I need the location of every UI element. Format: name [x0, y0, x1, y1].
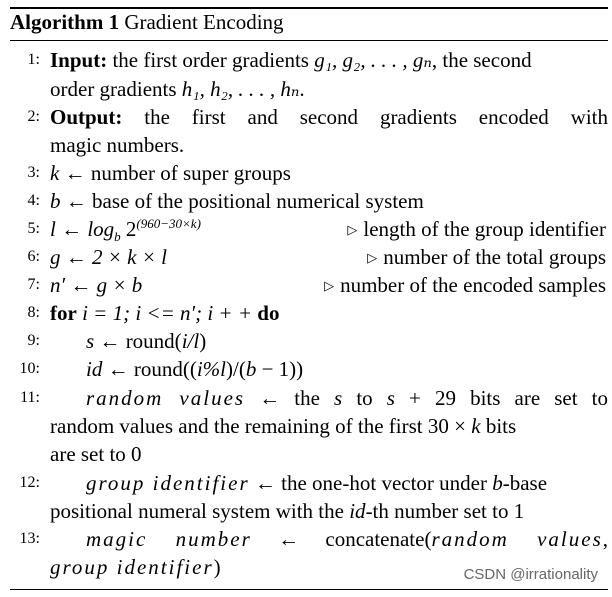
algo-line-5: 5: l ← $\log_b 2^{(960-30\times k)}$ ▷ length of the group identifier — [27, 216, 606, 245]
algo-line-11: 11: random values ← the s to s + 29 bits are set to — [20, 386, 609, 410]
triangle-right-icon: ▷ — [367, 250, 378, 265]
watermark: CSDN @irrationality — [463, 566, 598, 583]
algo-line-12: 12: group identifier ← the one-hot vector under b-base — [19, 471, 548, 495]
comment: ▷ length of the group identifier — [347, 217, 606, 241]
bottom-rule — [10, 589, 608, 590]
algo-line-13-cont: group identifier) — [50, 555, 221, 579]
algo-line-2: 2: Output: the first and second gradients encoded with — [27, 105, 608, 129]
algorithm-name: Gradient Encoding — [124, 10, 284, 34]
triangle-right-icon: ▷ — [324, 278, 335, 293]
line-number: 1: — [27, 51, 40, 68]
algo-line-11-cont: random values and the remaining of the first 30 × k bits — [50, 414, 517, 438]
algo-line-1: 1: Input: the first order gradients g₁, g₂, . . . , gₙ, the second — [10, 46, 608, 74]
algo-line-10: 10: id ← round((i%l)/(b − 1)) — [19, 357, 304, 381]
algo-line-6: 6: g ← 2 × k × l ▷ number of the total groups — [10, 243, 608, 271]
algo-line-8: 8: for i = 1; i <= n′; i + + do — [27, 301, 280, 325]
top-rule — [10, 7, 608, 9]
algo-line-1-cont: order gradients h₁, h₂, . . . , hₙ. — [50, 77, 305, 101]
math: g₁, g₂, . . . , gₙ — [314, 48, 432, 72]
comment: ▷ number of the total groups — [367, 245, 606, 269]
algo-line-12-cont: positional numeral system with the id-th number set to 1 — [50, 499, 525, 523]
keyword: Input: — [50, 48, 108, 72]
algo-line-2-cont: magic numbers. — [50, 133, 185, 157]
algorithm-label: Algorithm 1 — [10, 10, 120, 34]
algo-line-9: 9: s ← round(i/l) — [27, 329, 207, 353]
algo-line-7: 7: n′ ← g × b ▷ number of the encoded samples — [10, 271, 608, 299]
title-rule — [10, 40, 608, 41]
algorithm-title — [10, 10, 284, 35]
algo-line-11-cont2: are set to 0 — [50, 442, 142, 466]
comment: ▷ number of the encoded samples — [324, 273, 606, 297]
algo-line-4: 4: b ← base of the positional numerical system — [27, 189, 424, 213]
algo-line-13: 13: magic number ← concatenate(random values, — [19, 527, 608, 551]
triangle-right-icon: ▷ — [347, 222, 358, 237]
algo-line-3: 3: k ← number of super groups — [27, 161, 291, 185]
